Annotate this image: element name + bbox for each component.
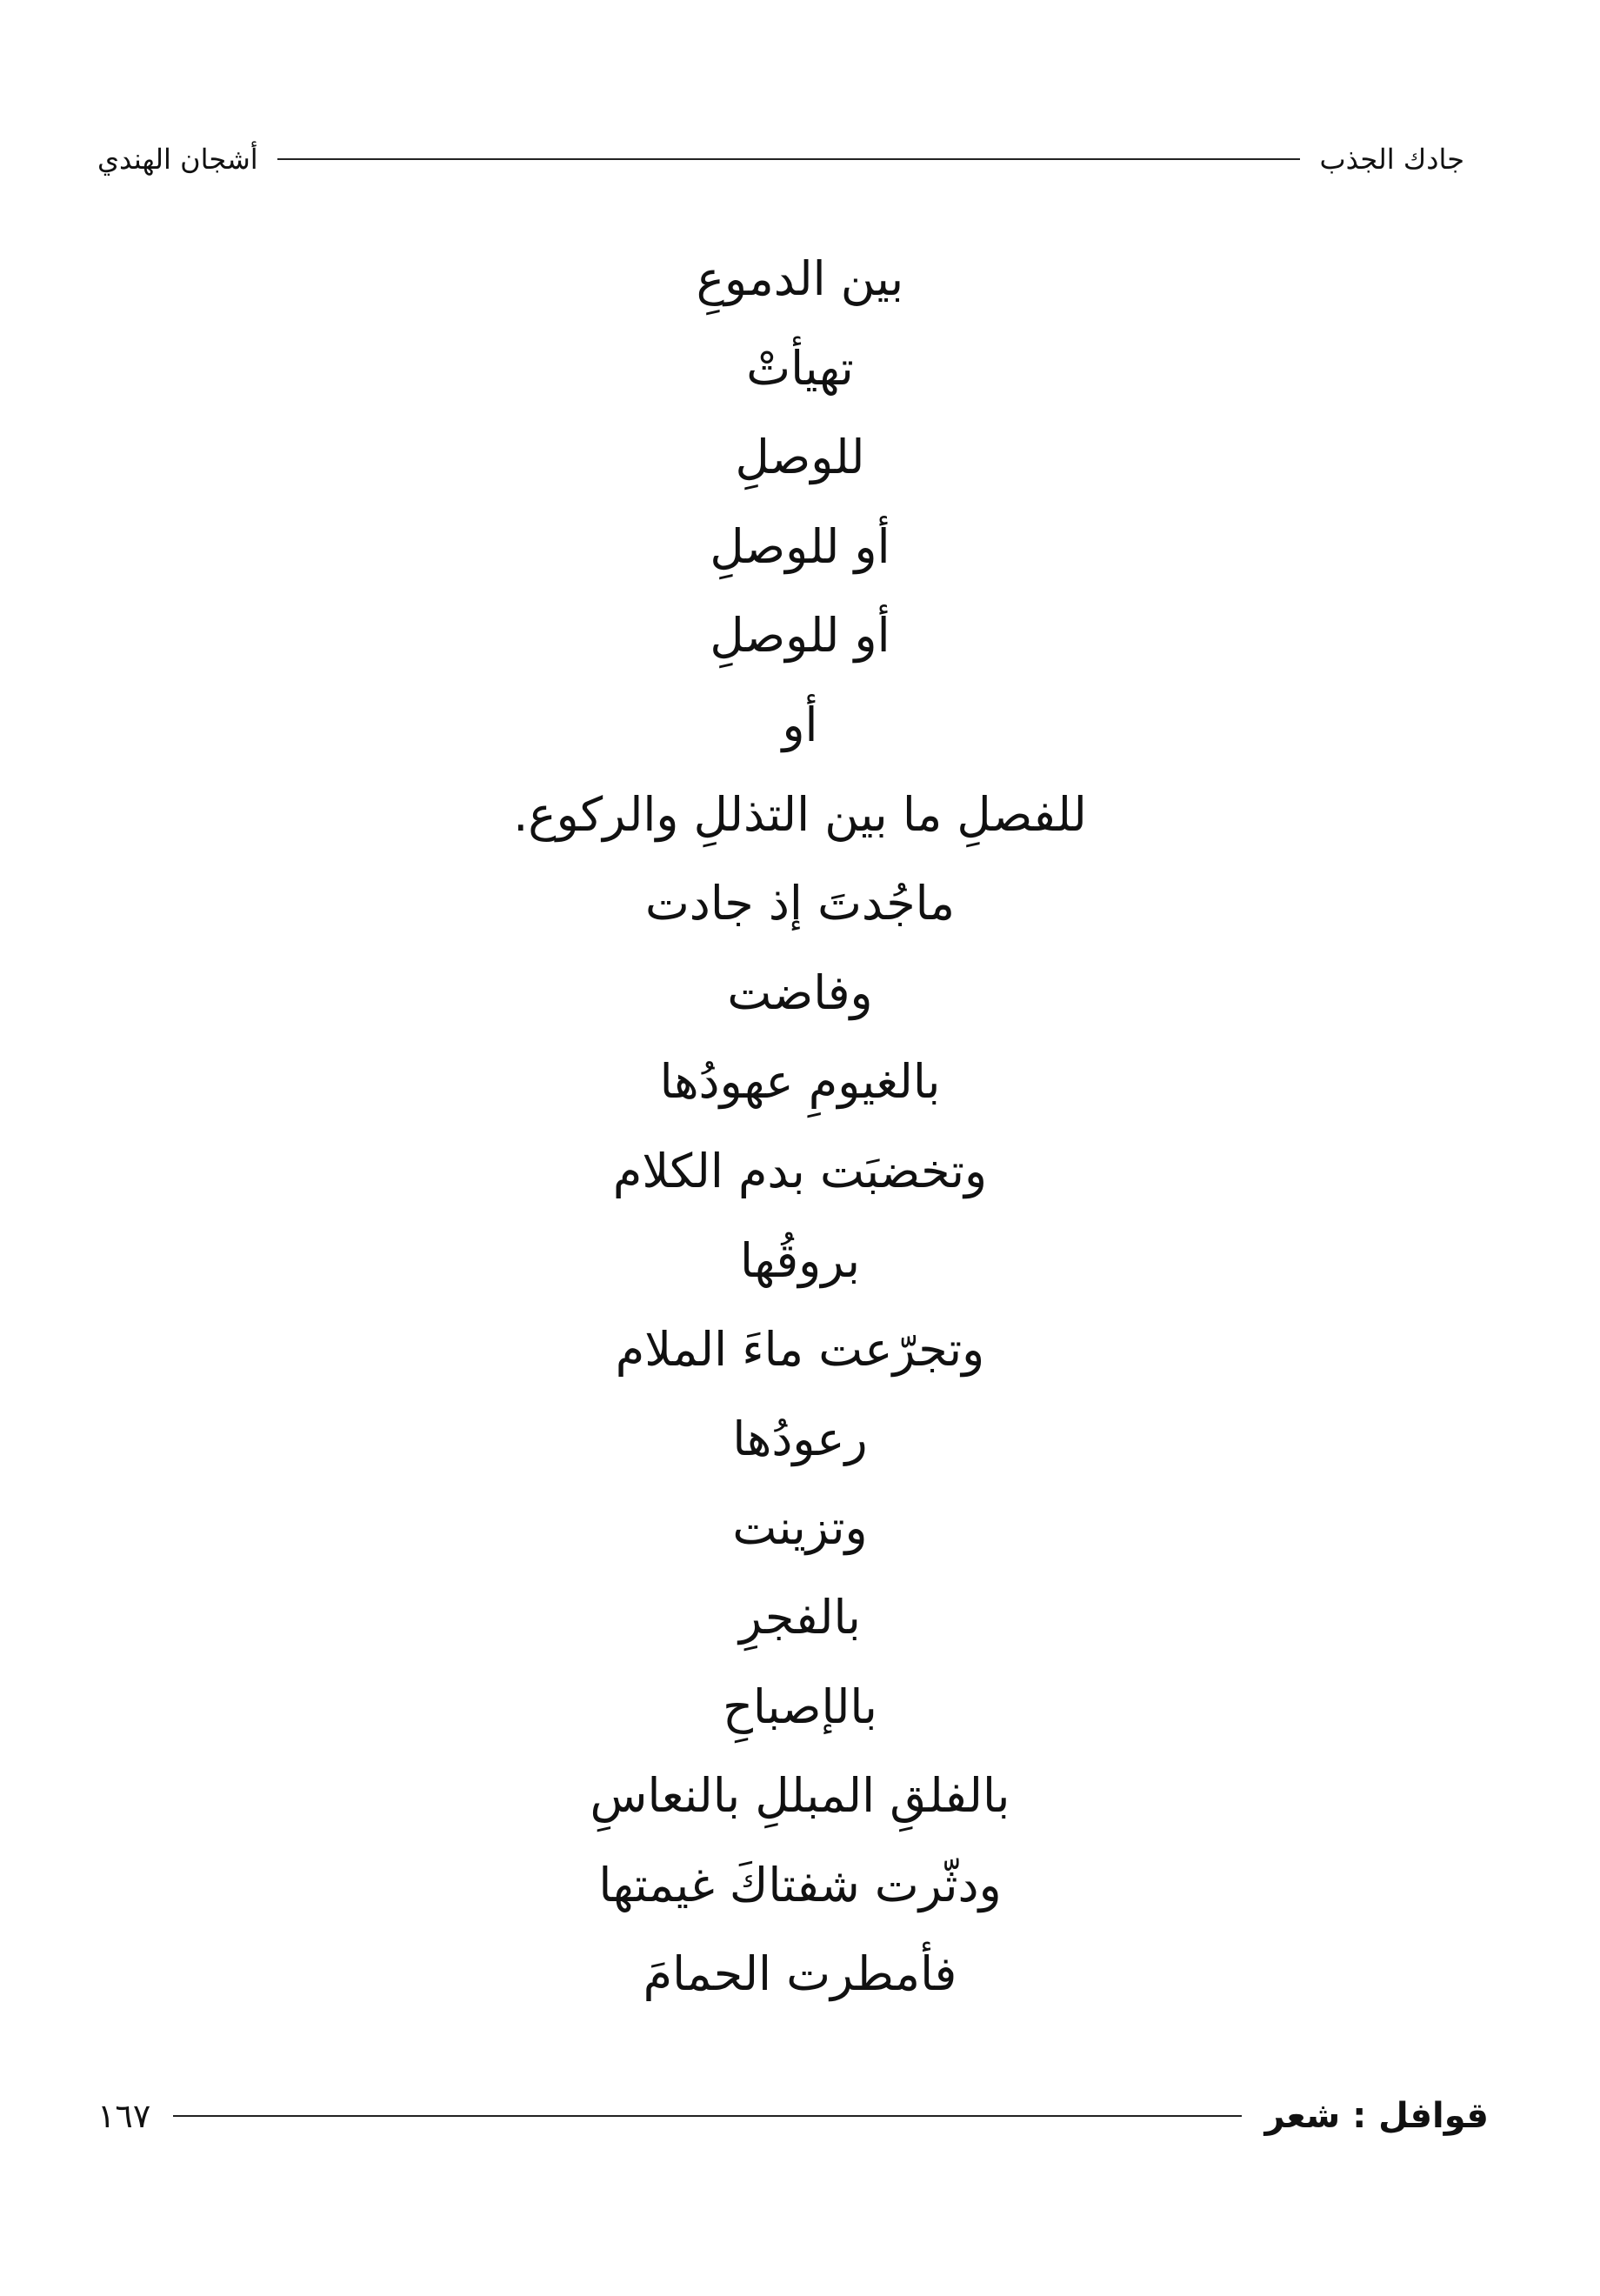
poem-line: رعودُها xyxy=(732,1411,868,1466)
poem-line: ودثّرت شفتاكَ غيمتها xyxy=(598,1857,1002,1912)
poem-line: للفصلِ ما بين التذللِ والركوع. xyxy=(513,786,1087,842)
poem-line: بالفلقِ المبللِ بالنعاسِ xyxy=(590,1768,1010,1824)
poem-line: أو xyxy=(782,697,818,752)
page-number: ١٦٧ xyxy=(97,2097,151,2135)
poem-line: بالإصباحِ xyxy=(723,1679,877,1734)
poem-line: وتخضبَت بدم الكلام xyxy=(612,1143,988,1198)
poem-line: أو للوصلِ xyxy=(710,608,890,664)
poem-line: ماجُدتَ إذ جادت xyxy=(644,876,956,931)
poem-line: أو للوصلِ xyxy=(710,518,890,574)
footer-section-title: قوافل : شعر xyxy=(1264,2096,1489,2136)
header-rule xyxy=(277,158,1301,160)
poem-line: بين الدموعِ xyxy=(696,251,904,306)
poem-line: وتزينت xyxy=(732,1500,868,1556)
header-author: أشجان الهندي xyxy=(97,143,258,176)
running-footer xyxy=(97,2086,1489,2146)
poem-line: للوصلِ xyxy=(735,430,865,485)
poem-body xyxy=(0,235,1600,2019)
footer-rule xyxy=(173,2115,1242,2117)
poem-line: وفاضت xyxy=(727,964,873,1020)
poem-line: بالغيومِ عهودُها xyxy=(659,1054,941,1110)
header-book-title: جادك الجذب xyxy=(1319,143,1464,176)
poem-line: تهيأتْ xyxy=(746,340,854,396)
poem-line: بالفجرِ xyxy=(739,1589,861,1645)
poem-line: بروقُها xyxy=(739,1232,861,1288)
poem-line: فأمطرت الحمامَ xyxy=(643,1946,957,2002)
poem-line: وتجرّعت ماءَ الملام xyxy=(615,1322,985,1378)
running-header xyxy=(97,137,1464,181)
